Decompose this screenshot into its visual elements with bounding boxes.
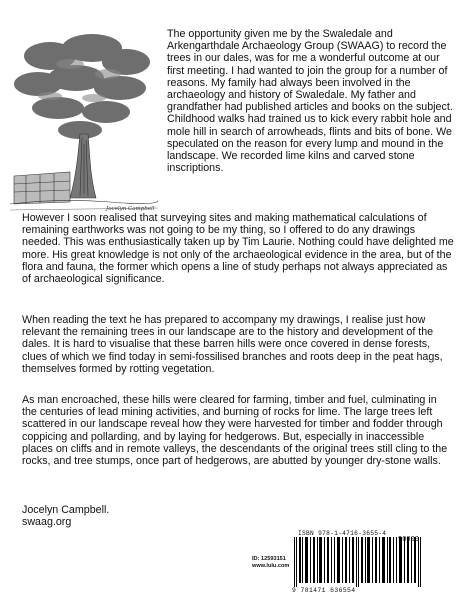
publisher-info [252, 556, 289, 569]
publisher-id: ID: 12593151 [252, 556, 286, 562]
intro-paragraph: The opportunity given me by the Swaledale and Arkengarthdale Archaeology Group (SWAAG) to record the trees in our dales, was for me a wonderful outcome at our first meeting. I had wanted to join the group for a number of reasons. My family had always been involved in the archaeology and history of Swaledale. My father and grandfather had published articles and books on the subject. Childhood walks had trained us to kick every rabbit hole and mole hill in search of arrowheads, flints and bits of bone. We speculated on the reason for every lump and mound in the landscape. We recorded lime kilns and carved stone inscriptions. [167, 28, 453, 175]
body-paragraph: However I soon realised that surveying sites and making mathematical calculations of remaining earthworks was not going to be my thing, so I offered to do any drawings needed. This was enthusiastically taken up by Tim Laurie. Nothing could have delighted me more. His great knowledge is not only of the archaeological evidence in the area, but of the flora and fauna, the former which opens a line of study perhaps not always appreciated as of archaeological significance. [22, 212, 454, 286]
isbn-label: ISBN 978-1-4716-3655-4 [298, 530, 387, 537]
barcode-digits: 9 781471 636554 [292, 587, 356, 594]
tree-sketch-icon [10, 26, 158, 222]
author-website: swaag.org [22, 516, 72, 528]
author-name: Jocelyn Campbell. [22, 504, 110, 516]
barcode-icon [292, 537, 428, 587]
body-paragraph: As man encroached, these hills were cleared for farming, timber and fuel, culminating in the centuries of lead mining activities, and burning of rocks for lime. The large trees left scattered in our landscape reveal how they were harvested for timber and fodder through coppicing and pollarding, and by laying for hedgerows. But, especially in inaccessible places on cliffs and in remote valleys, the descendants of the original trees still cling to the rocks, and tree stumps, once part of hedgerows, are abutted by younger dry-stone walls. [22, 394, 448, 468]
publisher-site: www.lulu.com [252, 562, 290, 569]
illustration-signature: Jocelyn Campbell [106, 206, 155, 212]
body-paragraph: When reading the text he has prepared to accompany my drawings, I realise just how relevant the remaining trees in our landscape are to the history and development of the dales. It is hard to visualise that these barren hills were once covered in dense forests, clues of which we find today in semi-fossilised branches and roots deep in the peat hags, themselves formed by rotting vegetation. [22, 314, 443, 375]
